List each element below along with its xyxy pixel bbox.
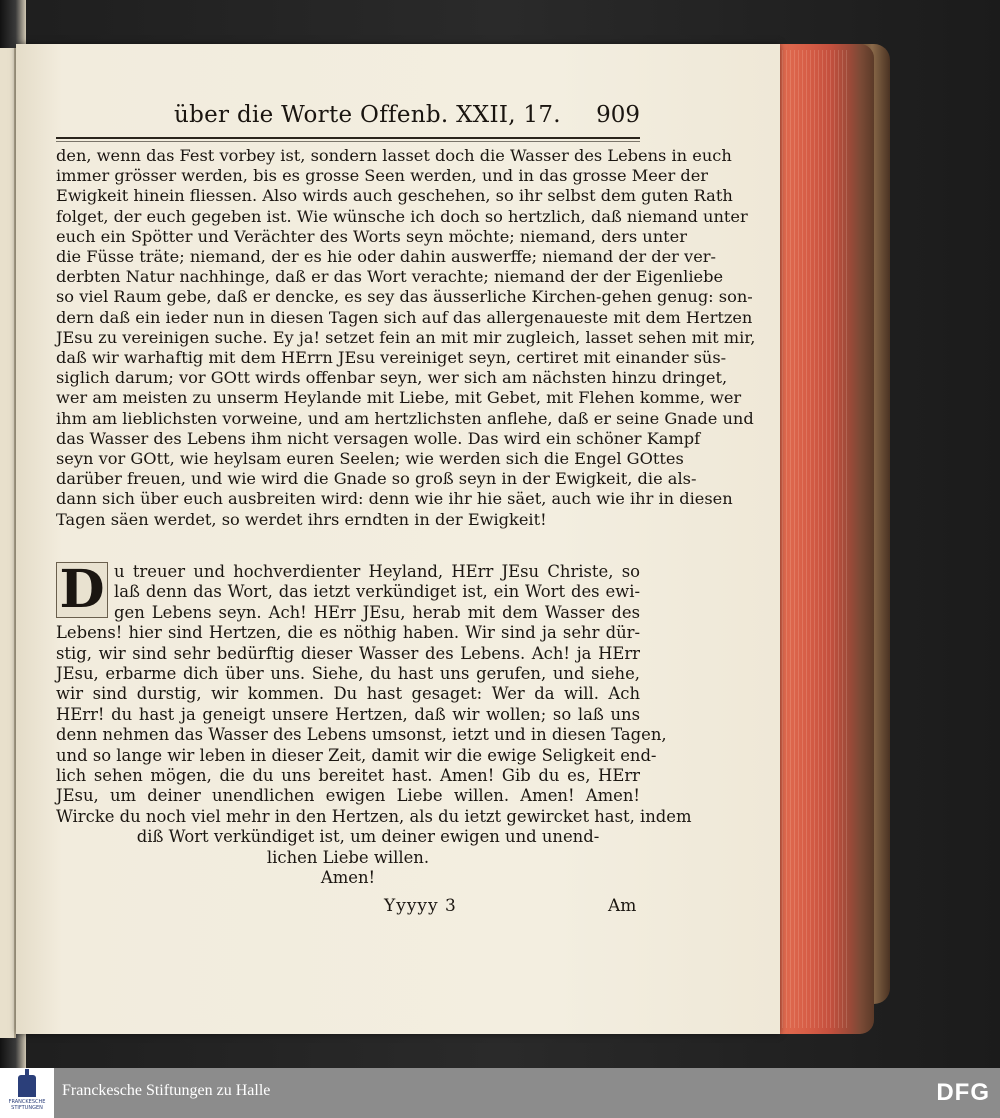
logo-caption: FRANCKESCHE STIFTUNGEN — [8, 1099, 46, 1111]
prayer-line: HErr! du hast ja geneigt unsere Hertzen, daß wir wollen; so laß uns — [56, 704, 640, 724]
running-title: über die Worte Offenb. XXII, 17. — [174, 102, 561, 128]
prayer-line: wir sind durstig, wir kommen. Du hast gesaget: Wer da will. Ach — [56, 684, 640, 704]
text-line: dann sich über euch ausbreiten wird: denn wie ihr hie säet, auch wie ihr in diesen — [56, 489, 733, 509]
text-line: derbten Natur nachhinge, daß er das Wort verachte; niemand der der Eigenliebe — [56, 267, 724, 287]
closing-prayer — [56, 559, 692, 889]
text-line: Tagen säen werdet, so werdet ihrs erndten in der Ewigkeit! — [56, 509, 547, 529]
text-line: siglich darum; vor GOtt wirds offenbar seyn, wer sich am nächsten hinzu dringet, — [56, 368, 728, 388]
prayer-line: lichen Liebe willen. — [266, 847, 430, 867]
sermon-body — [56, 146, 756, 530]
header-rule-thin — [56, 141, 640, 142]
signature-mark: Yyyyy 3 — [384, 896, 457, 916]
dfg-logo[interactable]: DFG — [936, 1079, 990, 1106]
franckesche-logo-icon — [18, 1075, 36, 1097]
prayer-line: Amen! — [320, 868, 376, 888]
text-line: die Füsse träte; niemand, der es hie oder dahin auswerffe; niemand der der ver- — [56, 247, 716, 267]
decorated-initial: D — [56, 562, 108, 618]
text-line: JEsu zu vereinigen suche. Ey ja! setzet fein an mit mir zugleich, lasset sehen mit mir, — [56, 327, 756, 347]
institution-name[interactable]: Franckesche Stiftungen zu Halle — [62, 1082, 271, 1099]
page-block-lines — [770, 50, 850, 1028]
prayer-line: JEsu, erbarme dich über uns. Siehe, du hast uns gerufen, und siehe, — [56, 664, 640, 684]
prayer-line: JEsu, um deiner unendlichen ewigen Liebe willen. Amen! Amen! — [56, 786, 640, 806]
institution-logo[interactable] — [0, 1068, 54, 1118]
text-line: seyn vor GOtt, wie heylsam euren Seelen; wie werden sich die Engel GOttes — [56, 449, 684, 469]
prayer-line: laß denn das Wort, das ietzt verkündiget ist, ein Wort des ewi- — [114, 582, 640, 602]
header-rule — [56, 137, 640, 139]
page-header — [56, 102, 640, 138]
prayer-line: denn nehmen das Wasser des Lebens umsonst, ietzt und in diesen Tagen, — [56, 725, 667, 745]
text-line: darüber freuen, und wie wird die Gnade so groß seyn in der Ewigkeit, die als- — [56, 469, 697, 489]
prayer-line: Wircke du noch viel mehr in den Hertzen, als du ietzt gewircket hast, indem — [56, 806, 692, 826]
text-line: immer grösser werden, bis es grosse Seen werden, und in das grosse Meer der — [56, 166, 709, 186]
text-line: ihm am lieblichsten vorweine, und am hertzlichsten anflehe, daß er seine Gnade und — [56, 408, 754, 428]
text-line: euch ein Spötter und Verächter des Worts seyn möchte; niemand, ders unter — [56, 226, 687, 246]
prayer-line: stig, wir sind sehr bedürftig dieser Wasser des Lebens. Ach! ja HErr — [56, 643, 640, 663]
viewer-footer-bar — [0, 1068, 1000, 1118]
catchword: Am — [608, 896, 637, 916]
prayer-line: gen Lebens seyn. Ach! HErr JEsu, herab mit dem Wasser des — [114, 602, 640, 622]
text-line: wer am meisten zu unserm Heylande mit Liebe, mit Gebet, mit Flehen komme, wer — [56, 388, 742, 408]
text-line: folget, der euch gegeben ist. Wie wünsche ich doch so hertzlich, daß niemand unter — [56, 206, 748, 226]
text-line: so viel Raum gebe, daß er dencke, es sey das äusserliche Kirchen-gehen genug: son- — [56, 287, 753, 307]
text-line: daß wir warhaftig mit dem HErrn JEsu vereiniget seyn, certiret mit einander süs- — [56, 348, 727, 368]
text-line: den, wenn das Fest vorbey ist, sondern lasset doch die Wasser des Lebens in euch — [56, 146, 732, 165]
prayer-line: u treuer und hochverdienter Heyland, HErr JEsu Christe, so — [114, 562, 640, 581]
previous-page-edge — [0, 48, 16, 1038]
prayer-line: Lebens! hier sind Hertzen, die es nöthig haben. Wir sind ja sehr dür- — [56, 623, 640, 643]
prayer-line: und so lange wir leben in dieser Zeit, damit wir die ewige Seligkeit end- — [56, 745, 657, 765]
prayer-line: diß Wort verkündiget ist, um deiner ewigen und unend- — [136, 827, 600, 847]
page-number: 909 — [596, 102, 640, 128]
text-line: das Wasser des Lebens ihm nicht versagen wolle. Das wird ein schöner Kampf — [56, 428, 701, 448]
text-line: Ewigkeit hinein fliessen. Also wirds auch geschehen, so ihr selbst dem guten Rath — [56, 186, 733, 206]
text-line: dern daß ein ieder nun in diesen Tagen sich auf das allergenaueste mit dem Hertzen — [56, 307, 753, 327]
prayer-line: lich sehen mögen, die du uns bereitet hast. Amen! Gib du es, HErr — [56, 766, 640, 786]
